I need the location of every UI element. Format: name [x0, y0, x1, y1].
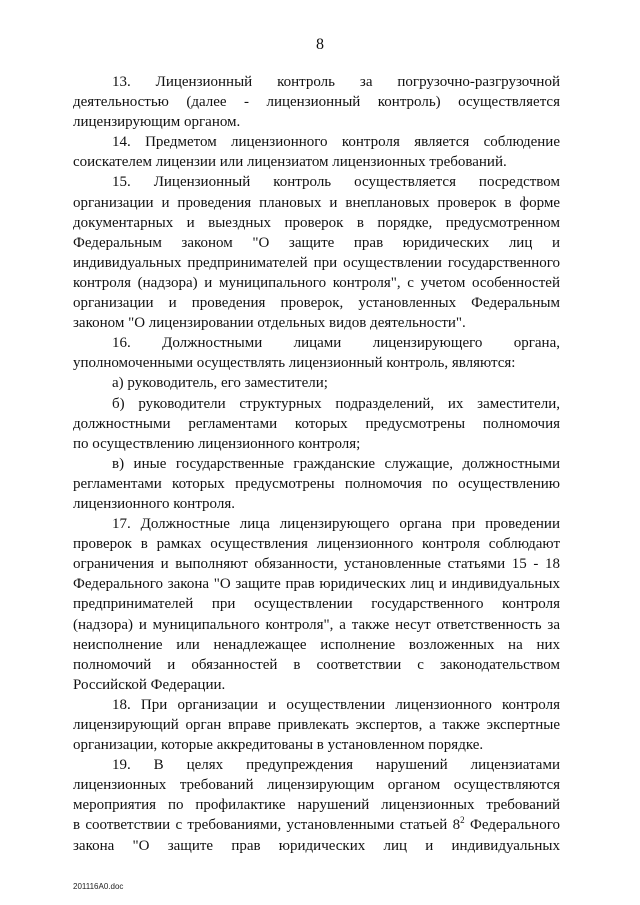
text-line: Федеральным законом "О защите прав юридических лиц и [73, 234, 560, 251]
text-line: мероприятия по профилактике нарушений лицензионных требований [73, 797, 560, 814]
text-line: проверок в рамках осуществления лицензионного контроля соблюдают [73, 536, 560, 553]
text-line: Федерального закона "О защите прав юридических лиц и индивидуальных [73, 576, 560, 593]
text-line: 18. При организации и осуществлении лицензионного контроля [112, 696, 560, 713]
text-line: регламентами которых предусмотрены полномочия по осуществлению [73, 475, 560, 492]
file-name-footer: 201116A0.doc [73, 882, 124, 891]
text-line: в соответствии с требованиями, установленными статьей $8^2$ Федерального [73, 815, 560, 834]
text-line: ограничения и выполняют обязанности, установленные статьями 15 - 18 [73, 556, 560, 573]
text-line: лицензионных требований лицензирующим органом осуществляются [73, 777, 560, 794]
text-line: 16. Должностными лицами лицензирующего органа, [112, 335, 560, 352]
text-line: закона "О защите прав юридических лиц и индивидуальных [73, 837, 560, 854]
text-line: деятельностью (далее - лицензионный контроль) осуществляется [73, 94, 560, 111]
text-line: законом "О лицензировании отдельных видов деятельности". [73, 315, 466, 332]
text-line: по осуществлению лицензионного контроля; [73, 435, 361, 452]
text-line: организации, которые аккредитованы в установленном порядке. [73, 737, 484, 754]
text-line: полномочий и обязанностей в соответствии с законодательством [73, 656, 560, 673]
text-line: (надзора) и муниципального контроля", а также несут ответственность за [73, 616, 560, 633]
text-line: 14. Предметом лицензионного контроля является соблюдение [112, 134, 560, 151]
text-line: лицензирующим органом. [73, 114, 241, 131]
text-line: лицензионного контроля. [73, 495, 235, 512]
text-line: соискателем лицензии или лицензиатом лицензионных требований. [73, 154, 507, 171]
text-line: б) руководители структурных подразделений, их заместители, [112, 395, 560, 412]
text-line: 13. Лицензионный контроль за погрузочно-разгрузочной [112, 74, 560, 90]
text-line: предпринимателей при осуществлении государственного контроля [73, 596, 560, 613]
text-line: должностными регламентами которых предусмотрены полномочия [73, 415, 560, 432]
superscript: 2 [460, 815, 465, 826]
text-line: контроля (надзора) и муниципального контроля", с учетом особенностей [73, 274, 560, 291]
text-line: лицензирующий орган вправе привлекать экспертов, а также экспертные [73, 717, 560, 733]
document-body [73, 72, 560, 856]
text-line: организации и проведения плановых и внеплановых проверок в форме [73, 194, 560, 211]
text-line: уполномоченными осуществлять лицензионный контроль, являются: [73, 355, 516, 372]
text-line: а) руководитель, его заместители; [112, 375, 328, 392]
page-number: 8 [316, 36, 324, 53]
text-line: в) иные государственные гражданские служащие, должностными [112, 455, 560, 472]
text-line: неисполнение или ненадлежащее исполнение возложенных на них [73, 636, 560, 653]
text-line: документарных и выездных проверок в порядке, предусмотренном [73, 214, 560, 231]
text-line: 19. В целях предупреждения нарушений лицензиатами [112, 757, 560, 774]
text-line: индивидуальных предпринимателей при осуществлении государственного [73, 254, 560, 271]
text-line: организации и проведения проверок, установленных Федеральным [73, 295, 560, 312]
text-line: 17. Должностные лица лицензирующего органа при проведении [112, 516, 560, 533]
text-line: Российской Федерации. [73, 676, 226, 693]
text-line: 15. Лицензионный контроль осуществляется посредством [112, 174, 560, 191]
